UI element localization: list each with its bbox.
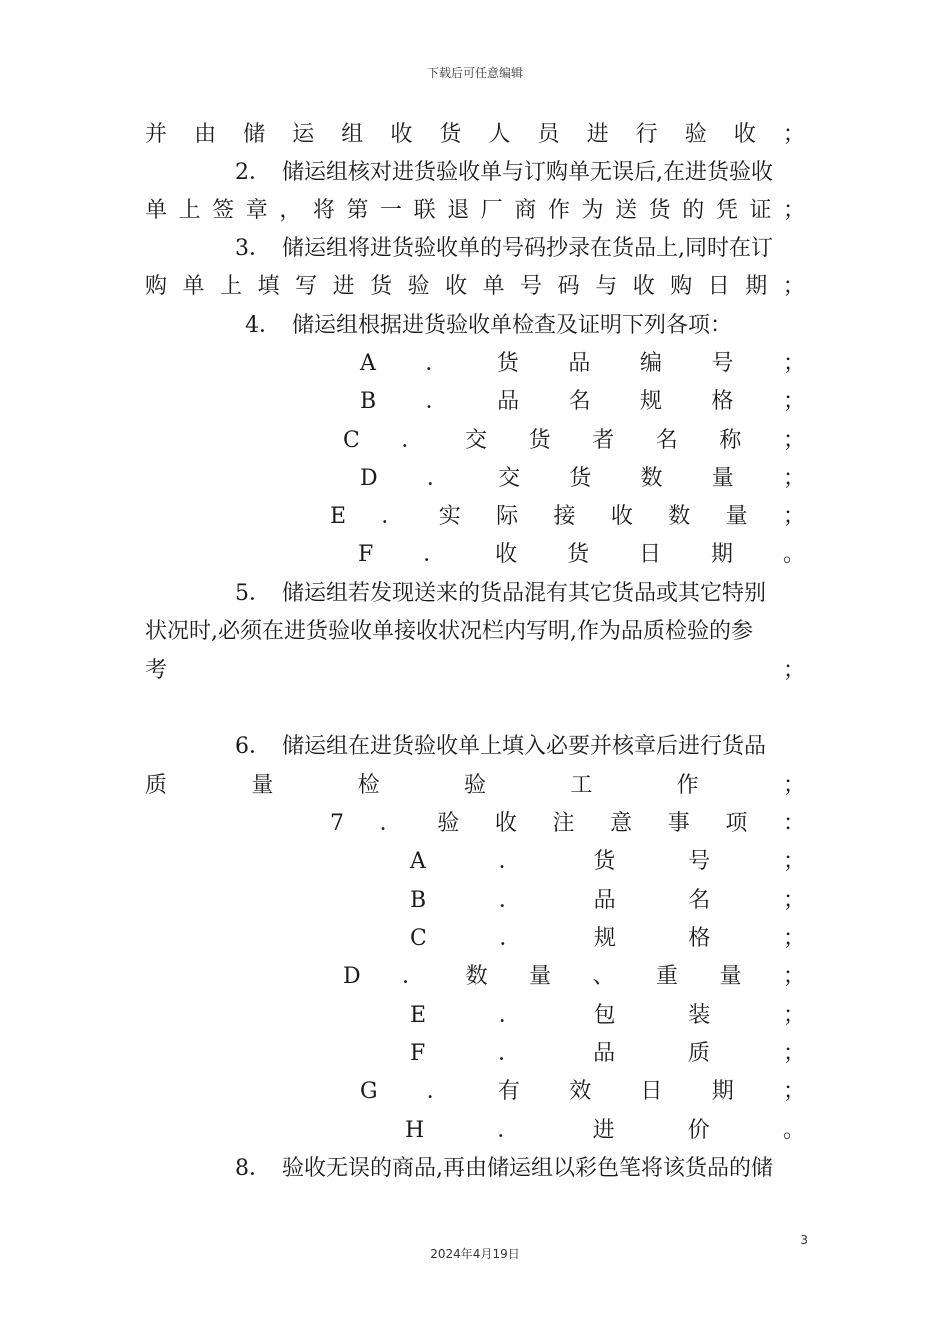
text-line: B ． 品 名 规 格 ； (360, 389, 805, 414)
text-line: A ． 货 号 ； (410, 849, 805, 874)
text-line: 2． 储运组核对进货验收单与订购单无误后,在进货验收 (235, 160, 773, 185)
text-line: C ． 交 货 者 名 称 ； (343, 428, 805, 453)
text-line: E ． 实 际 接 收 数 量 ； (330, 504, 805, 529)
text-line: A ． 货 品 编 号 ； (360, 351, 805, 376)
text-line: 5． 储运组若发现送来的货品混有其它货品或其它特别 (235, 581, 766, 606)
page-header: 下载后可任意编辑 (426, 66, 523, 80)
text-line: 4． 储运组根据进货验收单检查及证明下列各项： (245, 313, 732, 338)
text-line: 3． 储运组将进货验收单的号码抄录在货品上,同时在订 (235, 236, 773, 261)
text-line: 7 ． 验 收 注 意 事 项 ： (330, 811, 805, 836)
text-line: 状况时,必须在进货验收单接收状况栏内写明,作为品质检验的参 (145, 619, 753, 644)
text-line: F ． 收 货 日 期 。 (358, 542, 805, 567)
text-line: D ． 数 量 、 重 量 ； (343, 964, 805, 989)
text-line: B ． 品 名 ； (410, 888, 805, 913)
text-line: H ． 进 价 。 (405, 1118, 805, 1143)
text-line: 质 量 检 验 工 作 ； (145, 773, 805, 798)
text-line: F ． 品 质 ； (410, 1041, 805, 1066)
text-line: C ． 规 格 ； (410, 926, 805, 951)
text-line: D ． 交 货 数 量 ； (360, 466, 805, 491)
text-line: 并 由 储 运 组 收 货 人 员 进 行 验 收 ； (145, 122, 805, 147)
text-line: G ． 有 效 日 期 ； (360, 1079, 805, 1104)
text-line: 8． 验收无误的商品,再由储运组以彩色笔将该货品的储 (235, 1156, 773, 1181)
text-line: 6． 储运组在进货验收单上填入必要并核章后进行货品 (235, 734, 766, 759)
text-line: 购 单 上 填 写 进 货 验 收 单 号 码 与 收 购 日 期 ； (145, 274, 805, 299)
text-line: E ． 包 装 ； (410, 1003, 805, 1028)
text-line: 单 上 签 章 ， 将 第 一 联 退 厂 商 作 为 送 货 的 凭 证 ； (145, 198, 805, 223)
page-footer-date: 2024年4月19日 (430, 1247, 520, 1261)
page-number: 3 (800, 1233, 808, 1247)
text-line: 考 ； (145, 658, 805, 683)
